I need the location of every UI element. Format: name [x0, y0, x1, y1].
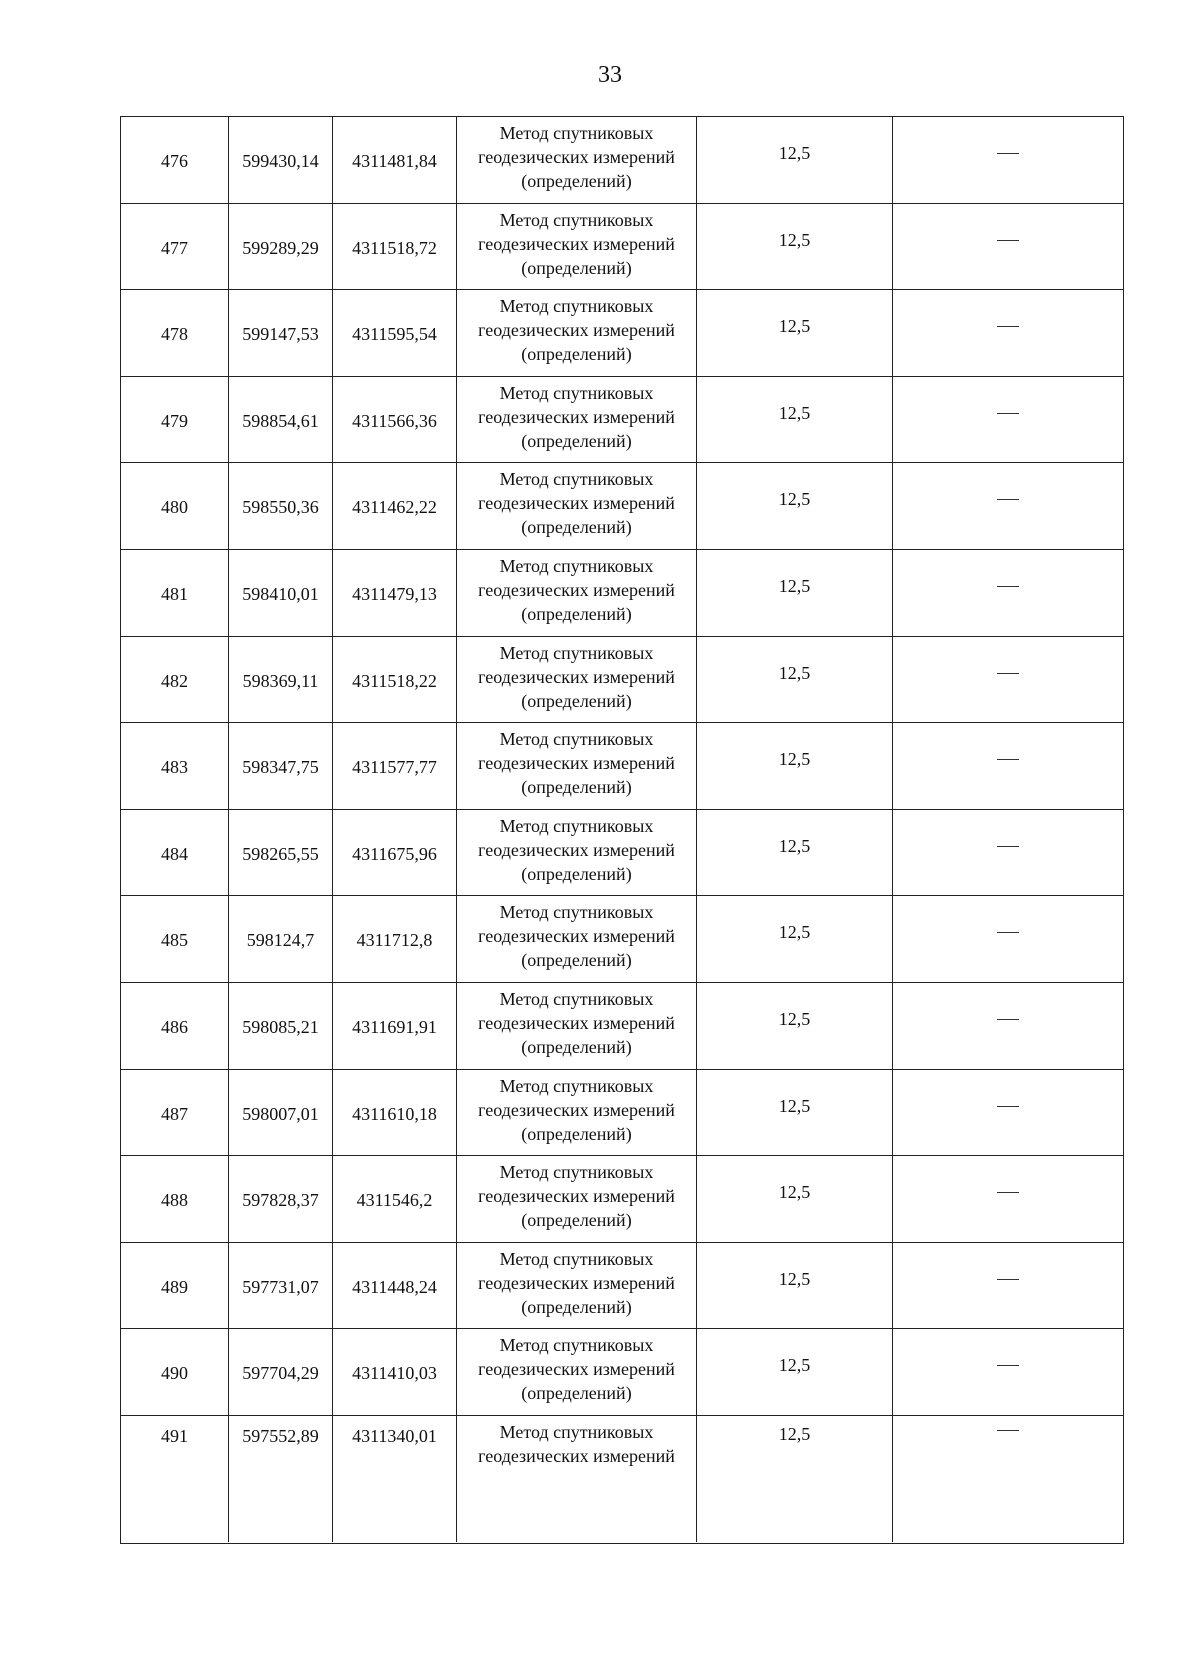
- accuracy-cell: 12,5: [697, 637, 893, 723]
- point-number-cell: 481: [121, 550, 229, 636]
- y-coordinate-cell: 4311462,22: [333, 463, 457, 549]
- method-line: геодезических измерений: [478, 1272, 675, 1293]
- table-row: [121, 896, 1123, 983]
- method-line: (определений): [521, 604, 632, 624]
- method-cell: [457, 810, 697, 896]
- method-line: геодезических измерений: [478, 580, 675, 600]
- method-line: Метод спутниковых: [499, 1335, 654, 1356]
- y-coordinate-cell: 4311577,77: [333, 723, 457, 809]
- point-number-cell: 483: [121, 723, 229, 809]
- method-line: геодезических измерений: [478, 1446, 675, 1466]
- method-line: геодезических измерений: [478, 1013, 675, 1033]
- description-cell: [893, 463, 1123, 549]
- method-line: Метод спутниковых: [499, 382, 654, 403]
- table-row: [121, 1156, 1123, 1243]
- table-row: [121, 983, 1123, 1070]
- point-number-cell: 488: [121, 1156, 229, 1242]
- method-line: Метод спутниковых: [499, 815, 654, 836]
- method-line: геодезических измерений: [478, 839, 675, 860]
- point-number-cell: 477: [121, 204, 229, 290]
- method-line: (определений): [521, 430, 632, 451]
- method-cell: [457, 983, 697, 1069]
- table-row: [121, 637, 1123, 724]
- dash-mark: [997, 586, 1019, 587]
- table-row: [121, 723, 1123, 810]
- dash-mark: [997, 1279, 1019, 1280]
- dash-mark: [997, 1192, 1019, 1193]
- description-cell: [893, 290, 1123, 376]
- x-coordinate-cell: 599147,53: [229, 290, 333, 376]
- accuracy-cell: 12,5: [697, 117, 893, 203]
- accuracy-cell: 12,5: [697, 723, 893, 809]
- method-cell: [457, 550, 697, 636]
- y-coordinate-cell: 4311595,54: [333, 290, 457, 376]
- method-line: Метод спутниковых: [499, 469, 654, 490]
- dash-mark: [997, 1019, 1019, 1020]
- method-line: (определений): [521, 777, 632, 798]
- dash-mark: [997, 499, 1019, 500]
- x-coordinate-cell: 599430,14: [229, 117, 333, 203]
- method-line: (определений): [521, 863, 632, 884]
- dash-mark: [997, 153, 1019, 154]
- accuracy-cell: 12,5: [697, 1243, 893, 1329]
- point-number-cell: 479: [121, 377, 229, 463]
- x-coordinate-cell: 597552,89: [229, 1416, 333, 1542]
- method-line: (определений): [521, 690, 632, 711]
- method-cell: [457, 1243, 697, 1329]
- x-coordinate-cell: 598265,55: [229, 810, 333, 896]
- method-line: Метод спутниковых: [499, 989, 654, 1009]
- method-line: (определений): [521, 1123, 632, 1144]
- accuracy-cell: 12,5: [697, 810, 893, 896]
- x-coordinate-cell: 598007,01: [229, 1070, 333, 1156]
- accuracy-cell: 12,5: [697, 1070, 893, 1156]
- point-number-cell: 490: [121, 1329, 229, 1415]
- dash-mark: [997, 413, 1019, 414]
- method-line: геодезических измерений: [478, 666, 675, 687]
- y-coordinate-cell: 4311518,22: [333, 637, 457, 723]
- table-row: [121, 377, 1123, 464]
- method-line: Метод спутниковых: [499, 1248, 654, 1269]
- dash-mark: [997, 1430, 1019, 1431]
- dash-mark: [997, 932, 1019, 933]
- method-line: (определений): [521, 1296, 632, 1317]
- y-coordinate-cell: 4311448,24: [333, 1243, 457, 1329]
- method-cell: [457, 204, 697, 290]
- method-line: (определений): [521, 517, 632, 538]
- x-coordinate-cell: 598550,36: [229, 463, 333, 549]
- dash-mark: [997, 240, 1019, 241]
- y-coordinate-cell: 4311691,91: [333, 983, 457, 1069]
- method-line: (определений): [521, 1037, 632, 1057]
- method-line: геодезических измерений: [478, 233, 675, 254]
- accuracy-cell: 12,5: [697, 1329, 893, 1415]
- page-number: 33: [598, 62, 622, 88]
- point-number-cell: 482: [121, 637, 229, 723]
- accuracy-cell: 12,5: [697, 983, 893, 1069]
- method-cell: [457, 290, 697, 376]
- accuracy-cell: 12,5: [697, 204, 893, 290]
- method-line: геодезических измерений: [478, 493, 675, 514]
- x-coordinate-cell: 598854,61: [229, 377, 333, 463]
- point-number-cell: 491: [121, 1416, 229, 1542]
- method-line: геодезических измерений: [478, 1099, 675, 1120]
- table-row: [121, 810, 1123, 897]
- x-coordinate-cell: 598085,21: [229, 983, 333, 1069]
- description-cell: [893, 896, 1123, 982]
- accuracy-cell: 12,5: [697, 1416, 893, 1542]
- description-cell: [893, 983, 1123, 1069]
- accuracy-cell: 12,5: [697, 463, 893, 549]
- accuracy-cell: 12,5: [697, 1156, 893, 1242]
- point-number-cell: 484: [121, 810, 229, 896]
- y-coordinate-cell: 4311340,01: [333, 1416, 457, 1542]
- description-cell: [893, 117, 1123, 203]
- y-coordinate-cell: 4311410,03: [333, 1329, 457, 1415]
- method-cell: [457, 723, 697, 809]
- dash-mark: [997, 759, 1019, 760]
- description-cell: [893, 550, 1123, 636]
- dash-mark: [997, 846, 1019, 847]
- y-coordinate-cell: 4311518,72: [333, 204, 457, 290]
- table-row: [121, 1329, 1123, 1416]
- table-row: [121, 1243, 1123, 1330]
- point-number-cell: 487: [121, 1070, 229, 1156]
- accuracy-cell: 12,5: [697, 550, 893, 636]
- description-cell: [893, 1070, 1123, 1156]
- accuracy-cell: 12,5: [697, 896, 893, 982]
- point-number-cell: 480: [121, 463, 229, 549]
- x-coordinate-cell: 599289,29: [229, 204, 333, 290]
- dash-mark: [997, 673, 1019, 674]
- method-line: геодезических измерений: [478, 926, 675, 947]
- description-cell: [893, 637, 1123, 723]
- method-line: (определений): [521, 950, 632, 971]
- table-row: [121, 204, 1123, 291]
- y-coordinate-cell: 4311610,18: [333, 1070, 457, 1156]
- y-coordinate-cell: 4311479,13: [333, 550, 457, 636]
- dash-mark: [997, 1106, 1019, 1107]
- method-line: геодезических измерений: [478, 147, 675, 167]
- method-line: Метод спутниковых: [499, 209, 654, 230]
- method-line: (определений): [521, 1210, 632, 1231]
- method-line: геодезических измерений: [478, 753, 675, 774]
- method-line: Метод спутниковых: [499, 123, 654, 143]
- table-row: [121, 117, 1123, 204]
- table-row: [121, 1416, 1123, 1542]
- method-line: геодезических измерений: [478, 1359, 675, 1380]
- method-line: Метод спутниковых: [499, 642, 654, 663]
- description-cell: [893, 377, 1123, 463]
- x-coordinate-cell: 598347,75: [229, 723, 333, 809]
- method-line: (определений): [521, 171, 632, 191]
- accuracy-cell: 12,5: [697, 377, 893, 463]
- x-coordinate-cell: 597704,29: [229, 1329, 333, 1415]
- method-cell: [457, 117, 697, 203]
- point-number-cell: 476: [121, 117, 229, 203]
- method-line: (определений): [521, 1383, 632, 1404]
- description-cell: [893, 1243, 1123, 1329]
- x-coordinate-cell: 598369,11: [229, 637, 333, 723]
- method-cell: [457, 1156, 697, 1242]
- table-row: [121, 550, 1123, 637]
- point-number-cell: 486: [121, 983, 229, 1069]
- method-line: геодезических измерений: [478, 320, 675, 341]
- point-number-cell: 489: [121, 1243, 229, 1329]
- description-cell: [893, 1416, 1123, 1542]
- method-line: (определений): [521, 257, 632, 278]
- x-coordinate-cell: 598124,7: [229, 896, 333, 982]
- method-cell: [457, 377, 697, 463]
- x-coordinate-cell: 598410,01: [229, 550, 333, 636]
- y-coordinate-cell: 4311546,2: [333, 1156, 457, 1242]
- method-line: Метод спутниковых: [499, 556, 654, 576]
- table-row: [121, 290, 1123, 377]
- method-line: (определений): [521, 344, 632, 365]
- point-number-cell: 485: [121, 896, 229, 982]
- description-cell: [893, 1329, 1123, 1415]
- description-cell: [893, 723, 1123, 809]
- method-line: Метод спутниковых: [499, 1075, 654, 1096]
- accuracy-cell: 12,5: [697, 290, 893, 376]
- x-coordinate-cell: 597828,37: [229, 1156, 333, 1242]
- method-cell: [457, 1070, 697, 1156]
- method-line: геодезических измерений: [478, 1186, 675, 1207]
- x-coordinate-cell: 597731,07: [229, 1243, 333, 1329]
- method-cell: [457, 637, 697, 723]
- method-cell: [457, 1416, 697, 1542]
- method-cell: [457, 1329, 697, 1415]
- method-line: геодезических измерений: [478, 406, 675, 427]
- method-line: Метод спутниковых: [499, 1162, 654, 1183]
- dash-mark: [997, 1365, 1019, 1366]
- y-coordinate-cell: 4311566,36: [333, 377, 457, 463]
- description-cell: [893, 810, 1123, 896]
- dash-mark: [997, 326, 1019, 327]
- coordinates-table: [120, 116, 1124, 1544]
- point-number-cell: 478: [121, 290, 229, 376]
- description-cell: [893, 204, 1123, 290]
- table-row: [121, 463, 1123, 550]
- method-line: Метод спутниковых: [499, 1422, 654, 1442]
- table-row: [121, 1070, 1123, 1157]
- method-line: Метод спутниковых: [499, 729, 654, 750]
- method-cell: [457, 896, 697, 982]
- y-coordinate-cell: 4311712,8: [333, 896, 457, 982]
- y-coordinate-cell: 4311675,96: [333, 810, 457, 896]
- method-line: Метод спутниковых: [499, 902, 654, 923]
- description-cell: [893, 1156, 1123, 1242]
- y-coordinate-cell: 4311481,84: [333, 117, 457, 203]
- method-line: Метод спутниковых: [499, 296, 654, 317]
- method-cell: [457, 463, 697, 549]
